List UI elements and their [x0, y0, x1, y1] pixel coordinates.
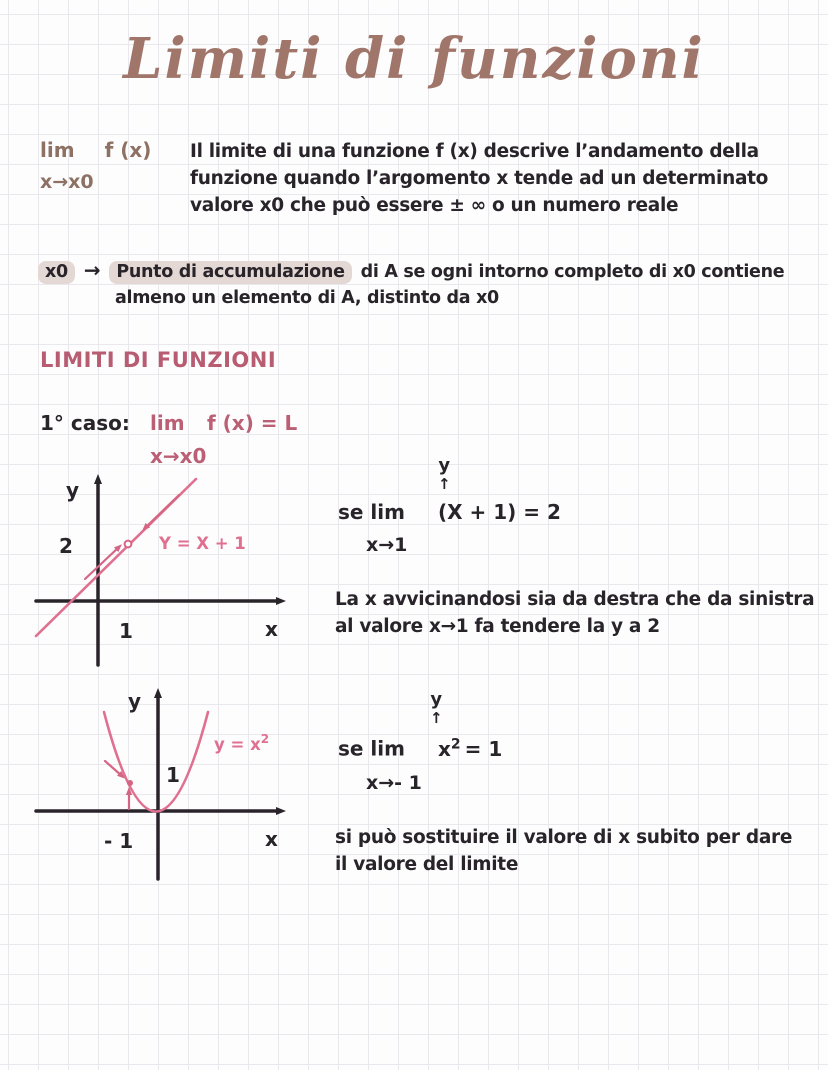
example-1-limit-line [338, 500, 561, 524]
example-2-expr-base: x [437, 736, 451, 761]
graph-line-y-equals-x-plus-1 [28, 460, 298, 672]
example-1-note-line-1: La x avvicinandosi sia da destra che da sinistra [335, 589, 815, 610]
example-2-note [335, 824, 792, 878]
graph2-y-tick-1: 1 [166, 763, 180, 787]
graph2-y-axis-label: y [128, 689, 142, 713]
example-1-note [335, 586, 814, 640]
fx-expression: f (x) [104, 138, 152, 162]
graph2-curve [104, 712, 208, 812]
x0-highlight: x0 [38, 261, 75, 284]
limit-notation [40, 138, 151, 193]
case-1-lim: lim [150, 411, 185, 435]
example-2-note-line-2: il valore del limite [335, 854, 519, 875]
graph1-limit-point [125, 541, 132, 548]
accumulation-point-definition [38, 258, 784, 308]
graph1-x-tick-1: 1 [119, 619, 133, 643]
accumulation-line-2: almeno un elemento di A, distinto da x0 [115, 288, 499, 308]
accumulation-line-1 [38, 258, 784, 284]
example-2-se-lim: se lim [338, 736, 405, 761]
example-1-y-letter: y [438, 455, 451, 476]
graph1-curve-label: Y = X + 1 [159, 534, 246, 553]
intro-paragraph [190, 138, 768, 219]
accumulation-term-highlight: Punto di accumulazione [109, 261, 351, 284]
up-arrow-icon: ↑ [430, 709, 443, 727]
intro-line-3: valore x0 che può essere ± ∞ o un numero reale [190, 195, 679, 216]
example-2-expression [438, 737, 502, 761]
example-2-expr-equals: = 1 [464, 736, 503, 761]
example-1-subscript: x→1 [366, 534, 408, 556]
page-title: Limiti di funzioni [123, 26, 705, 92]
case-1-label: 1° caso: [40, 411, 130, 435]
section-heading: LIMITI DI FUNZIONI [40, 348, 277, 372]
graph2-x-axis-label: x [265, 827, 278, 851]
case-1-subscript: x→x0 [150, 444, 207, 468]
example-2-expr-exponent: 2 [450, 736, 461, 752]
intro-line-2: funzione quando l’argomento x tende ad un determinato [190, 168, 769, 189]
right-arrow-icon: → [83, 258, 101, 282]
graph2-limit-point [127, 780, 133, 786]
example-2-limit-line [338, 736, 502, 761]
example-2-y-indicator [430, 690, 443, 728]
example-1-se-lim: se lim [338, 500, 405, 524]
graph-parabola-y-equals-x-squared [28, 676, 298, 894]
example-1-y-indicator [438, 456, 451, 494]
intro-line-1: Il limite di una funzione f (x) descrive l’andamento della [190, 141, 759, 162]
case-1-expression: f (x) = L [207, 411, 298, 435]
accumulation-rest-text: di A se ogni intorno completo di x0 contiene [360, 262, 785, 282]
graph1-y-tick-2: 2 [59, 534, 73, 558]
graph2-curve-label-base: y = x [214, 735, 261, 754]
up-arrow-icon: ↑ [438, 475, 451, 493]
graph1-approach-arrow-from-right [145, 495, 179, 528]
lim-word: lim [40, 138, 75, 162]
example-1-expression: (X + 1) = 2 [437, 500, 561, 524]
graph1-x-axis-label: x [265, 617, 278, 641]
graph1-y-axis-label: y [66, 478, 80, 502]
graph2-curve-label [214, 732, 269, 754]
graph1-approach-arrow-from-left [85, 547, 119, 579]
graph1-axes [36, 480, 280, 665]
example-1-note-line-2: al valore x→1 fa tendere la y a 2 [335, 616, 660, 637]
graph2-curve-label-exponent: 2 [260, 732, 270, 746]
graph2-x-tick-minus-1: - 1 [104, 829, 134, 853]
example-2-subscript: x→- 1 [366, 772, 422, 794]
limit-notation-subscript: x→x0 [40, 171, 94, 193]
limit-notation-top [40, 138, 151, 162]
example-2-y-letter: y [430, 689, 443, 710]
example-2-note-line-1: si può sostituire il valore di x subito per dare [335, 827, 793, 848]
graph2-axes [36, 694, 280, 879]
